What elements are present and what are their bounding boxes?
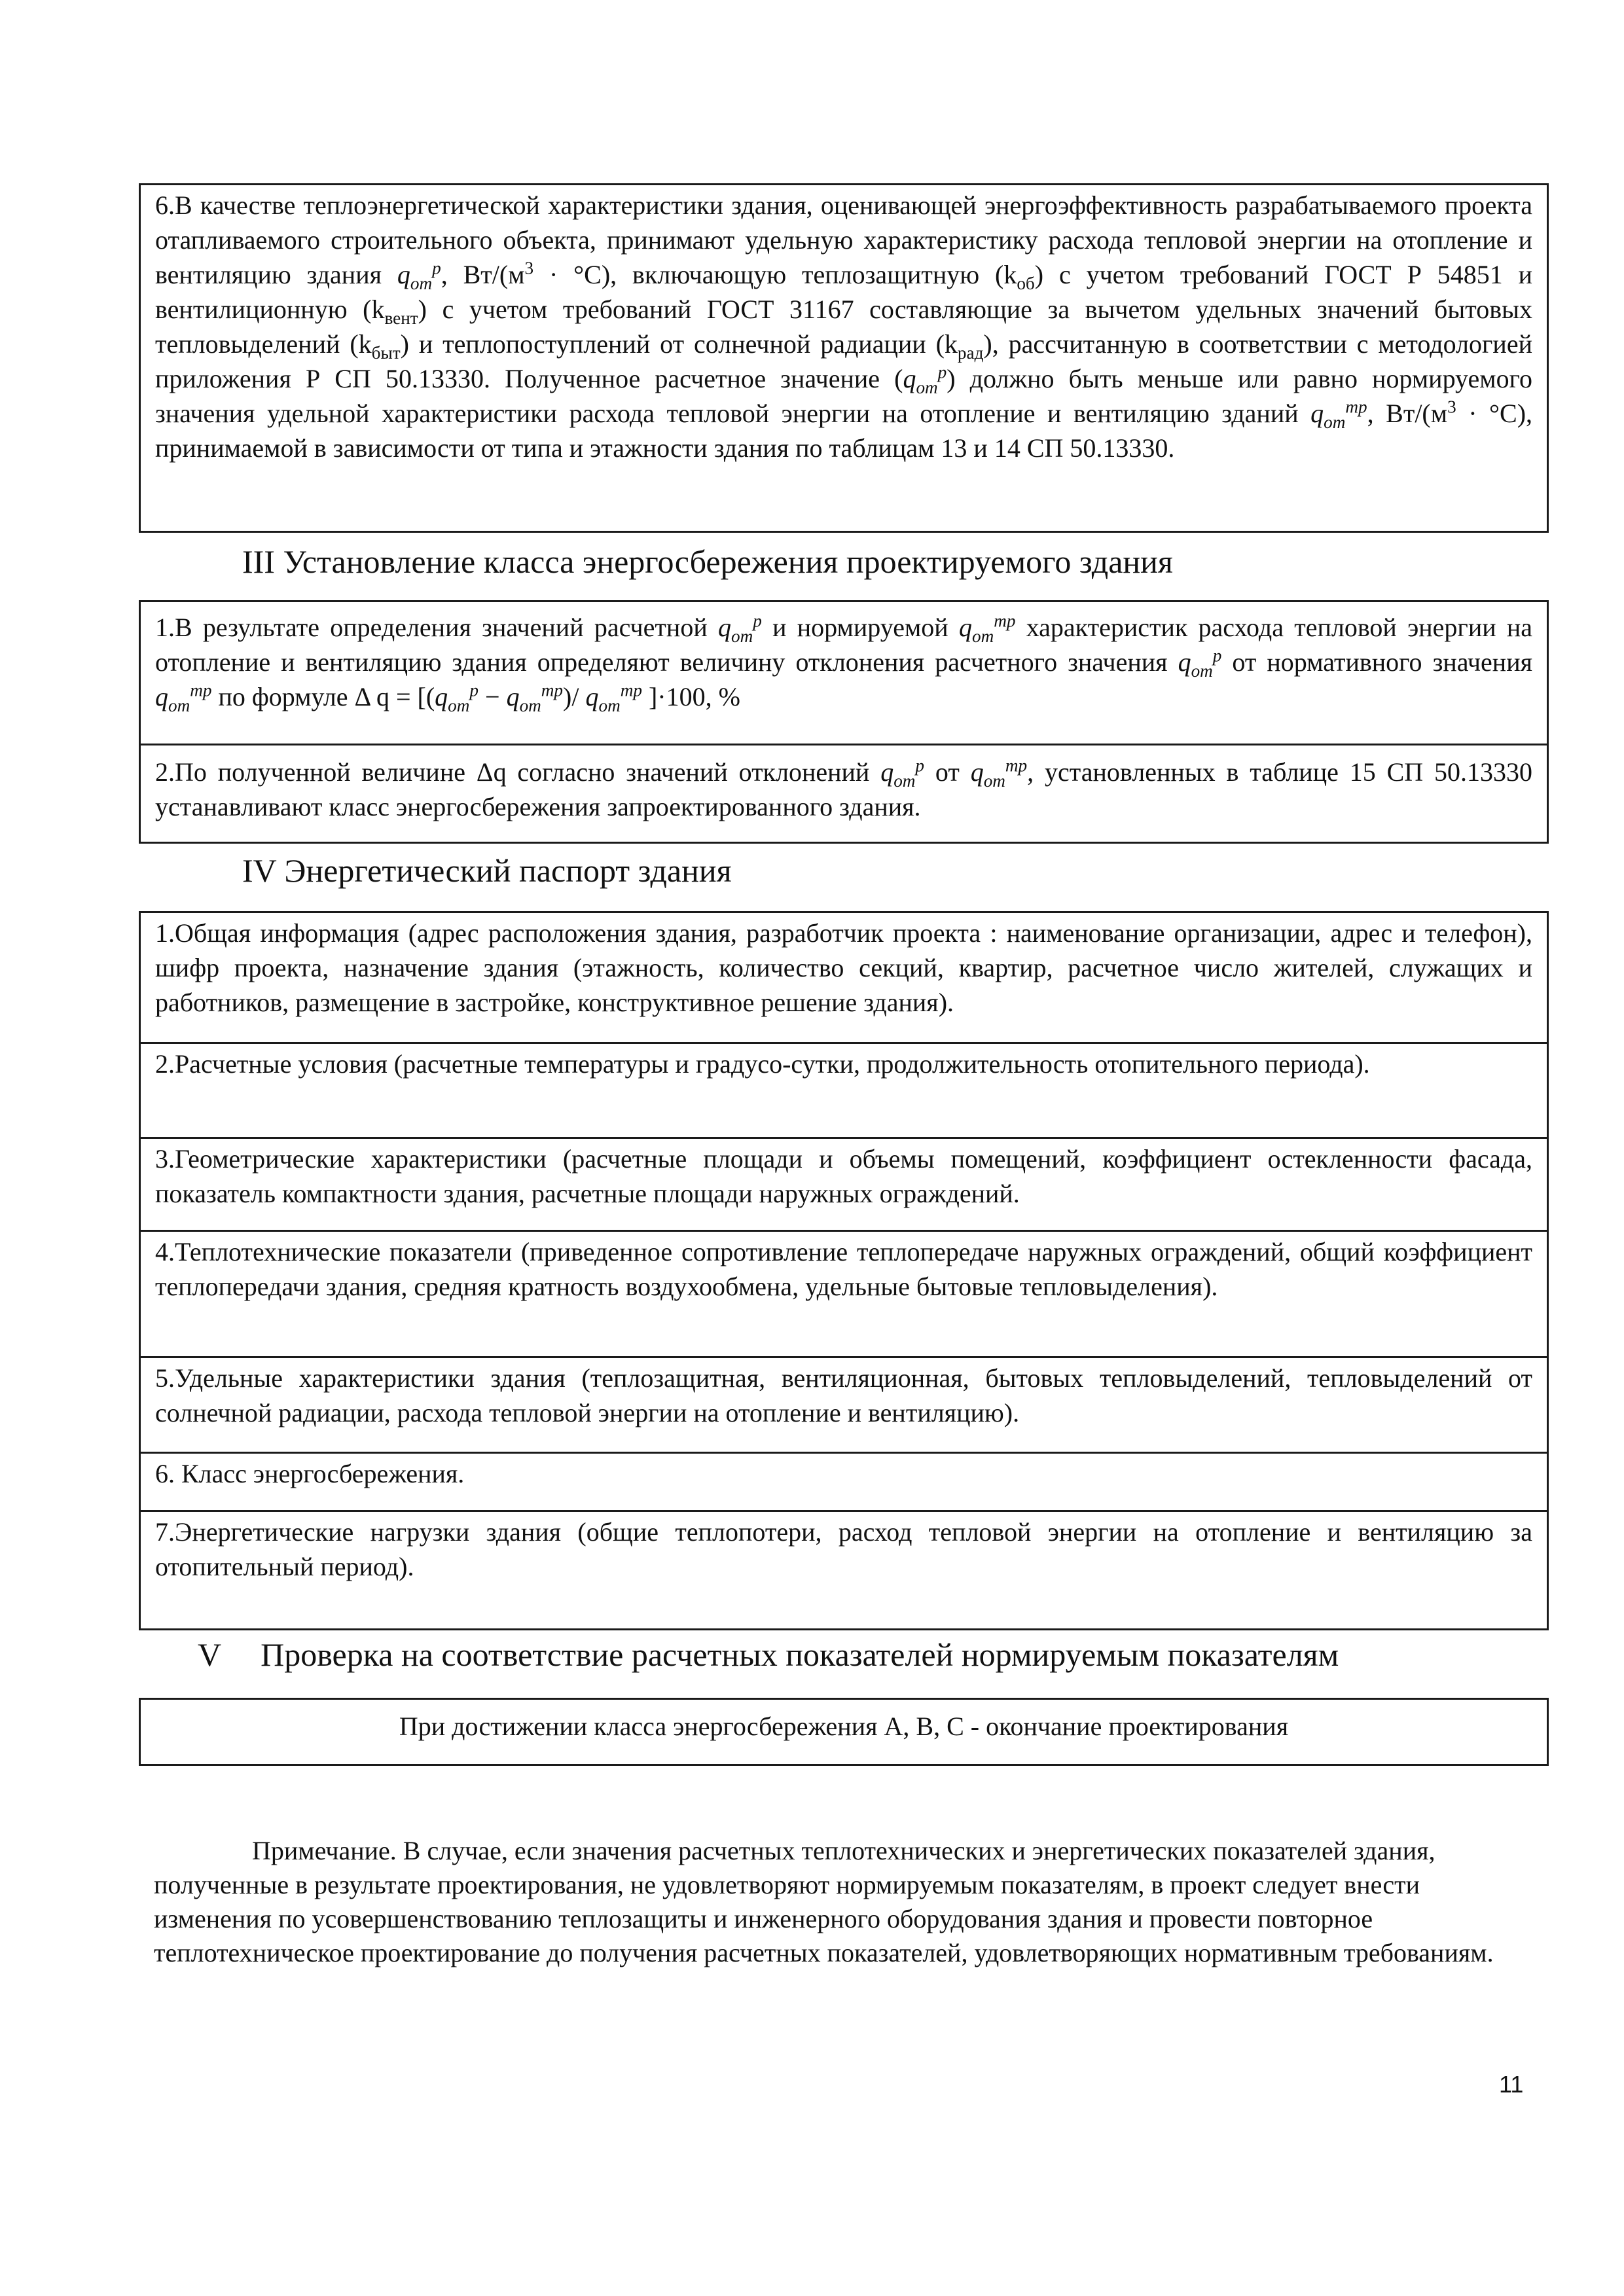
note-text: Примечание. В случае, если значения расчетных теплотехнических и энергетических показателей здания, полученные в результате проектирования, не удовлетворяют нормируемым показателям, в проект следует внести изменения по усовершенствованию теплозащиты и инженерного оборудования здания и провести повторное теплотехническое проектирование до получения расчетных показателей, удовлетворяющих нормативным требованиям. (154, 1836, 1494, 1967)
section5-title: Проверка на соответствие расчетных показателей нормируемым показателям (261, 1636, 1339, 1673)
section3-item1: 1.В результате определения значений расчетной $q_{от}^р$ и нормируемой $q_{от}^{тр}$ характеристик расхода тепловой энергии на отопление и вентиляцию здания определяют величину отклонения расчетного значения $q_{от}^р$ от нормативного значения $q_{от}^{тр}$ по формуле Δ $q = [(q_{от}^р - q_{от}^{тр})/$ $q_{от}^{тр}$ ]·100, % (155, 611, 1533, 715)
section4-box (139, 911, 1549, 1630)
item6-text: 6.В качестве теплоэнергетической характеристики здания, оценивающей энергоэффективность разрабатываемого проекта отапливаемого строительного объекта, принимают удельную характеристику расхода тепловой энергии на отопление и вентиляцию здания $q_{от}^р$, $Вт/(м^3 \cdot ^\circ С)$, включающую теплозащитную $(k_{об})$ с учетом требований ГОСТ Р 54851 и вентилиционную $(k_{вент})$ с учетом требований ГОСТ 31167 составляющие за вычетом удельных значений бытовых тепловыделений $(k_{быт})$ и теплопоступлений от солнечной радиации $(k_{рад})$, рассчитанную в соответствии с методологией приложения Р СП 50.13330. Полученное расчетное значение $(q_{от}^р)$ должно быть меньше или равно нормируемого значения удельной характеристики расхода тепловой энергии на отопление и вентиляцию зданий $q_{от}^{тр}$, $Вт/(м^3 \cdot ^\circ С)$, принимаемой в зависимости от типа и этажности здания по таблицам 13 и 14 СП 50.13330. (155, 190, 1533, 463)
section5-heading (198, 1635, 1339, 1674)
section5-box (139, 1698, 1549, 1766)
section4-item-3: 3.Геометрические характеристики (расчетные площади и объемы помещений, коэффициент остекленности фасада, показатель компактности здания, расчетные площади наружных ограждений. (141, 1137, 1547, 1230)
section3-item2: 2.По полученной величине Δq согласно значений отклонений $q_{от}^р$ от $q_{от}^{тр}$, установленных в таблице 15 СП 50.13330 устанавливают класс энергосбережения запроектированного здания. (141, 744, 1547, 824)
section5-box-text: При достижении класса энергосбережения А, В, С - окончание проектирования (399, 1712, 1289, 1741)
section4-item-4: 4.Теплотехнические показатели (приведенное сопротивление теплопередаче наружных ограждений, общий коэффициент теплопередачи здания, средняя кратность воздухообмена, удельные бытовые тепловыделения). (141, 1230, 1547, 1356)
q-ot-p: $q_{от}^р$ (397, 258, 441, 293)
section4-item-7: 7.Энергетические нагрузки здания (общие теплопотери, расход тепловой энергии на отопление и вентиляцию за отопительный период). (141, 1510, 1547, 1628)
section4-item-2: 2.Расчетные условия (расчетные температуры и градусо-сутки, продолжительность отопительного периода). (141, 1042, 1547, 1137)
page-number: 11 (1499, 2071, 1524, 2098)
section4-item-5: 5.Удельные характеристики здания (теплозащитная, вентиляционная, бытовых тепловыделений, тепловыделений от солнечной радиации, расхода тепловой энергии на отопление и вентиляцию). (141, 1356, 1547, 1452)
item6-box (139, 183, 1549, 533)
section4-item-6: 6. Класс энергосбережения. (141, 1452, 1547, 1510)
q-ot-tr: $q_{от}^{тр}$ (1310, 397, 1367, 432)
section5-numeral: V (198, 1636, 222, 1673)
section3-box (139, 600, 1549, 844)
section4-item-1: 1.Общая информация (адрес расположения здания, разработчик проекта : наименование организации, адрес и телефон), шифр проекта, назначение здания (этажность, количество секций, квартир, расчетное число жителей, служащих и работников, размещение в застройке, конструктивное решение здания). (155, 918, 1532, 1017)
section3-heading: III Установление класса энергосбережения проектируемого здания (242, 543, 1173, 580)
note (154, 1834, 1535, 1970)
section4-heading: IV Энергетический паспорт здания (242, 852, 732, 889)
